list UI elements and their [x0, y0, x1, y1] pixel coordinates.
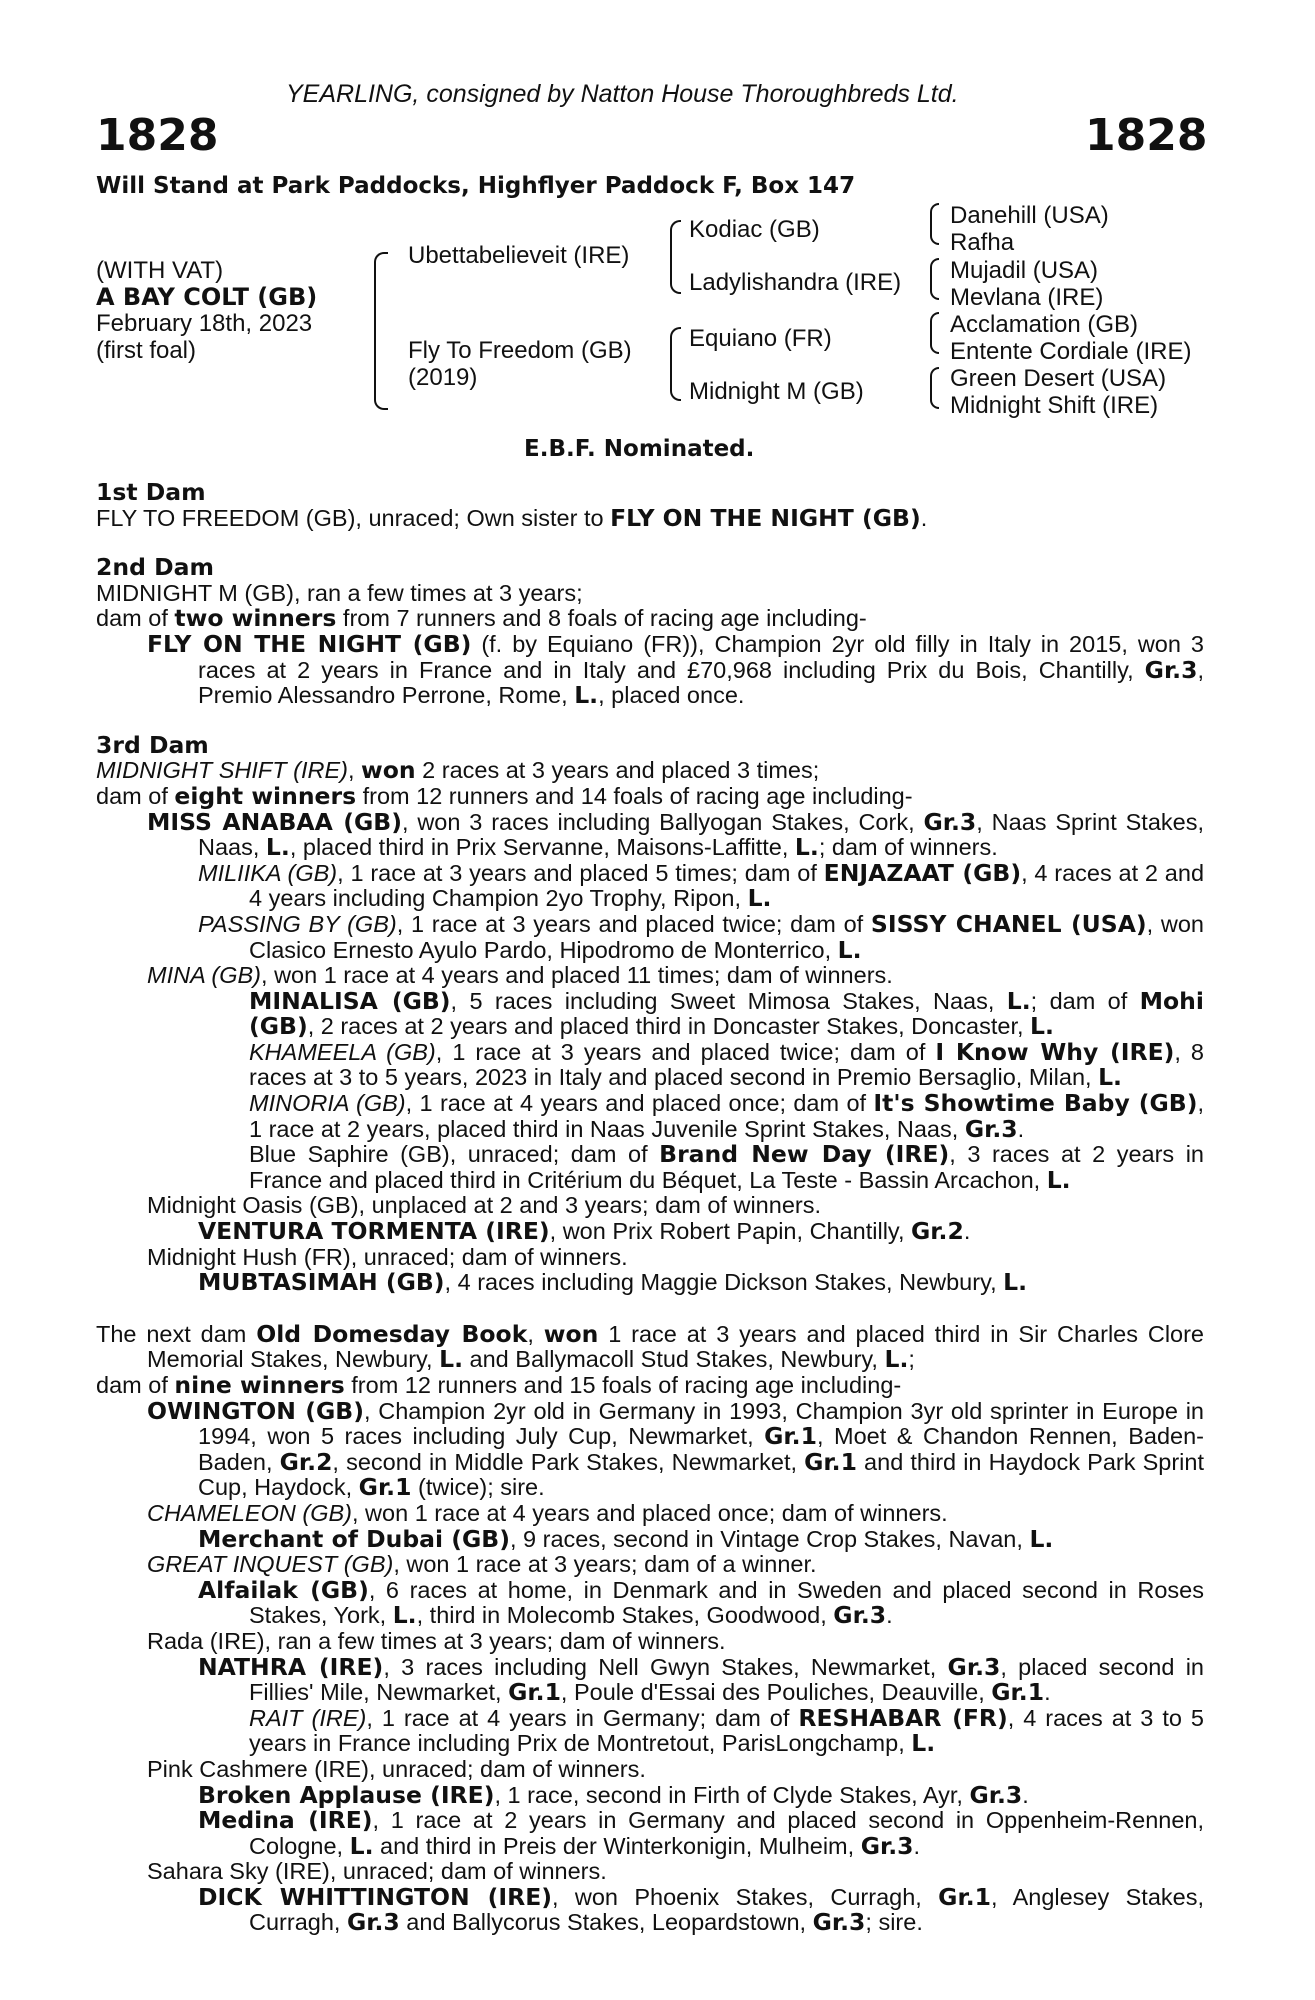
produce-entry: MINALISA (GB), 5 races including Sweet Mimosa Stakes, Naas, L.; dam of Mohi (GB), 2 races at 2 years and placed third in Doncaster Stakes, Doncaster, L. — [249, 986, 1204, 1041]
next-dam-line1: The next dam Old Domesday Book, won 1 race at 3 years and placed third in Sir Charles Clore Memorial Stakes, Newbury, L. and Ballymacoll Stud Stakes, Newbury, L.; — [96, 1319, 1205, 1374]
produce-entry: MINA (GB), won 1 race at 4 years and placed 11 times; dam of winners. — [147, 962, 893, 989]
consignor-caption: YEARLING, consigned by Natton House Thoroughbreds Ltd. — [286, 80, 959, 108]
produce-entry: Alfailak (GB), 6 races at home, in Denmark and in Sweden and placed second in Roses Stakes, York, L., third in Molecomb Stakes, Goodwood, Gr.3. — [198, 1575, 1204, 1630]
produce-entry: NATHRA (IRE), 3 races including Nell Gwyn Stakes, Newmarket, Gr.3, placed second in Fillies' Mile, Newmarket, Gr.1, Poule d'Essai des Pouliches, Deauville, Gr.1. — [198, 1652, 1205, 1707]
pedigree-sire: Ubettabelieveit (IRE) — [408, 242, 630, 269]
produce-entry: PASSING BY (GB), 1 race at 3 years and placed twice; dam of SISSY CHANEL (USA), won Clasico Ernesto Ayulo Pardo, Hipodromo de Monterrico, L. — [198, 909, 1204, 964]
produce-entry: MINORIA (GB), 1 race at 4 years and placed once; dam of It's Showtime Baby (GB), 1 race at 2 years, placed third in Naas Juvenile Sprint Stakes, Naas, Gr.3. — [249, 1089, 1204, 1143]
pedigree-dsd: Entente Cordiale (IRE) — [950, 338, 1192, 365]
pedigree-dam: Fly To Freedom (GB) — [408, 337, 632, 364]
pedigree-sire-sire: Kodiac (GB) — [689, 216, 820, 243]
produce-entry: MUBTASIMAH (GB), 4 races including Maggie Dickson Stakes, Newbury, L. — [198, 1268, 1028, 1297]
produce-entry: MISS ANABAA (GB), won 3 races including Ballyogan Stakes, Cork, Gr.3, Naas Sprint Stakes, Naas, L., placed third in Prix Servanne, Maisons-Laffitte, L.; dam of winners. — [147, 807, 1204, 862]
vat-note: (WITH VAT) — [96, 257, 224, 284]
first-dam-text: FLY TO FREEDOM (GB), unraced; Own sister to FLY ON THE NIGHT (GB). — [96, 503, 928, 532]
produce-entry: Rada (IRE), ran a few times at 3 years; dam of winners. — [147, 1627, 726, 1654]
pedigree-brace-main — [374, 252, 388, 410]
produce-entry: KHAMEELA (GB), 1 race at 3 years and placed twice; dam of I Know Why (IRE), 8 races at 3 to 5 years, 2023 in Italy and placed second in Premio Bersaglio, Milan, L. — [249, 1037, 1204, 1092]
produce-entry: VENTURA TORMENTA (IRE), won Prix Robert Papin, Chantilly, Gr.2. — [198, 1217, 971, 1246]
produce-entry: Midnight Hush (FR), unraced; dam of winners. — [147, 1243, 628, 1270]
horse-foal-note: (first foal) — [96, 337, 197, 364]
produce-entry: DICK WHITTINGTON (IRE), won Phoenix Stakes, Curragh, Gr.1, Anglesey Stakes, Curragh, Gr.3 and Ballycorus Stakes, Leopardstown, Gr.3; sire. — [198, 1882, 1204, 1937]
produce-entry: Broken Applause (IRE), 1 race, second in Firth of Clyde Stakes, Ayr, Gr.3. — [198, 1780, 1029, 1809]
pedigree-brace-sire — [670, 220, 681, 294]
pedigree-dam-year: (2019) — [408, 364, 478, 391]
pedigree-dss: Acclamation (GB) — [950, 311, 1139, 338]
pedigree-brace-sd — [930, 258, 939, 300]
third-dam-heading: 3rd Dam — [96, 730, 209, 759]
produce-entry: Medina (IRE), 1 race at 2 years in Germany and placed second in Oppenheim-Rennen, Cologne, L. and third in Preis der Winterkonigin, Mulheim, Gr.3. — [198, 1806, 1204, 1860]
pedigree-brace-ds — [930, 312, 939, 354]
produce-entry: Midnight Oasis (GB), unplaced at 2 and 3 years; dam of winners. — [147, 1192, 821, 1219]
lot-number-right: 1828 — [1085, 110, 1208, 161]
pedigree-sire-dam: Ladylishandra (IRE) — [689, 269, 902, 296]
pedigree-sds: Mujadil (USA) — [950, 257, 1099, 284]
pedigree-brace-dam — [670, 327, 681, 401]
second-dam-line1: MIDNIGHT M (GB), ran a few times at 3 years; — [96, 579, 583, 606]
produce-entry: MILIIKA (GB), 1 race at 3 years and placed 5 times; dam of ENJAZAAT (GB), 4 races at 2 and 4 years including Champion 2yo Trophy, Ripon, L. — [198, 858, 1205, 913]
second-dam-line2: dam of two winners from 7 runners and 8 foals of racing age including- — [96, 604, 867, 633]
catalogue-body — [96, 480, 1204, 1936]
third-dam-line2: dam of eight winners from 12 runners and 14 foals of racing age including- — [96, 781, 913, 810]
second-dam-heading: 2nd Dam — [96, 553, 214, 582]
pedigree-dam-sire: Equiano (FR) — [689, 325, 832, 352]
produce-entry: RAIT (IRE), 1 race at 4 years in Germany; dam of RESHABAR (FR), 4 races at 3 to 5 years in France including Prix de Montretout, ParisLongchamp, L. — [249, 1703, 1205, 1758]
horse-name: A BAY COLT (GB) — [96, 283, 318, 311]
next-dam-line2: dam of nine winners from 12 runners and 15 foals of racing age including- — [96, 1371, 902, 1399]
produce-entry: Sahara Sky (IRE), unraced; dam of winners. — [147, 1858, 607, 1885]
produce-entry: Pink Cashmere (IRE), unraced; dam of winners. — [147, 1755, 646, 1782]
lot-number-left: 1828 — [96, 110, 219, 161]
produce-entry: CHAMELEON (GB), won 1 race at 4 years and placed once; dam of winners. — [147, 1499, 948, 1526]
produce-entry: Blue Saphire (GB), unraced; dam of Brand New Day (IRE), 3 races at 2 years in France and placed third in Critérium du Béquet, La Teste - Bassin Arcachon, L. — [249, 1140, 1205, 1194]
pedigree-brace-ss — [930, 203, 939, 245]
pedigree-sss: Danehill (USA) — [950, 202, 1109, 229]
pedigree-ssd: Rafha — [950, 229, 1015, 256]
pedigree-sdd: Mevlana (IRE) — [950, 284, 1104, 311]
pedigree-ddd: Midnight Shift (IRE) — [950, 392, 1159, 419]
first-dam-heading: 1st Dam — [96, 478, 206, 506]
produce-entry: Merchant of Dubai (GB), 9 races, second in Vintage Crop Stakes, Navan, L. — [198, 1524, 1054, 1553]
horse-dob: February 18th, 2023 — [96, 310, 313, 337]
pedigree-dds: Green Desert (USA) — [950, 365, 1167, 392]
pedigree-dam-dam: Midnight M (GB) — [689, 378, 864, 405]
pedigree-brace-dd — [930, 367, 939, 409]
third-dam-line1: MIDNIGHT SHIFT (IRE), won 2 races at 3 years and placed 3 times; — [96, 756, 820, 785]
produce-entry: GREAT INQUEST (GB), won 1 race at 3 years; dam of a winner. — [147, 1551, 817, 1578]
produce-entry: OWINGTON (GB), Champion 2yr old in Germany in 1993, Champion 3yr old sprinter in Europe in 1994, won 5 races including July Cup, Newmarket, Gr.1, Moet & Chandon Rennen, Baden-Baden, Gr.2, second in Middle Park Stakes, Newmarket, Gr.1 and third in Haydock Park Sprint Cup, Haydock, Gr.1 (twice); sire. — [147, 1396, 1204, 1502]
stand-location: Will Stand at Park Paddocks, Highflyer Paddock F, Box 147 — [96, 173, 856, 199]
produce-entry: FLY ON THE NIGHT (GB) (f. by Equiano (FR)), Champion 2yr old filly in Italy in 2015, won 3 races at 2 years in France and in Italy and £70,968 including Prix du Bois, Chantilly, Gr.3, Premio Alessandro Perrone, Rome, L., placed once. — [147, 629, 1204, 710]
ebf-note: E.B.F. Nominated. — [524, 436, 755, 462]
